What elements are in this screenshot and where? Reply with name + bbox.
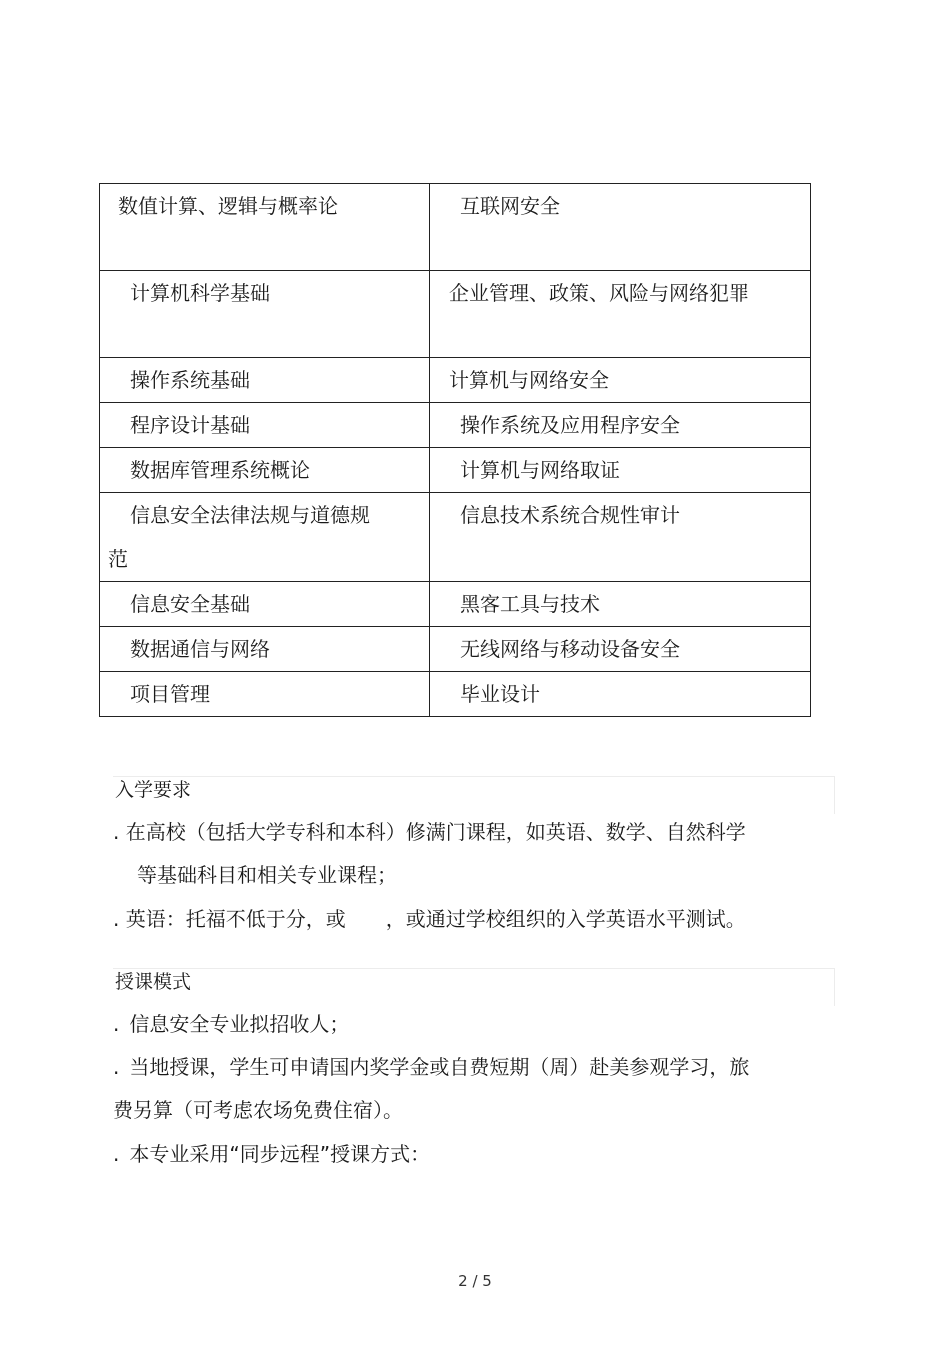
course-right: 互联网安全 <box>460 194 560 218</box>
teaching-item-3: . 本专业采用“同步远程”授课方式： <box>113 1142 431 1166</box>
table-row <box>100 627 811 672</box>
table-row <box>100 184 811 271</box>
teaching-item-2-continued: 费另算（可考虑农场免费住宿）。 <box>113 1098 403 1122</box>
course-right: 毕业设计 <box>460 682 540 706</box>
course-left-continued: 范 <box>108 547 128 571</box>
course-left: 数据库管理系统概论 <box>130 458 310 482</box>
course-right: 企业管理、政策、风险与网络犯罪 <box>449 281 749 305</box>
course-left: 数值计算、逻辑与概率论 <box>118 194 338 218</box>
course-left: 数据通信与网络 <box>130 637 270 661</box>
table-row <box>100 358 811 403</box>
course-left: 操作系统基础 <box>130 368 250 392</box>
course-table <box>99 183 811 717</box>
page-number: 2 / 5 <box>458 1272 492 1290</box>
course-right: 计算机与网络安全 <box>449 368 609 392</box>
course-left: 项目管理 <box>130 682 210 706</box>
teaching-item-1: . 信息安全专业拟招收人； <box>113 1012 350 1036</box>
table-row <box>100 493 811 582</box>
course-right: 黑客工具与技术 <box>460 592 600 616</box>
course-left: 信息安全法律法规与道德规 <box>130 503 370 527</box>
teaching-heading: 授课模式 <box>113 968 835 1006</box>
table-row <box>100 582 811 627</box>
admission-item-2: . 英语：托福不低于分，或 ，或通过学校组织的入学英语水平测试。 <box>113 907 746 931</box>
course-left: 程序设计基础 <box>130 413 250 437</box>
course-right: 操作系统及应用程序安全 <box>460 413 680 437</box>
table-row <box>100 271 811 358</box>
admission-heading: 入学要求 <box>113 776 835 814</box>
course-right: 无线网络与移动设备安全 <box>460 637 680 661</box>
teaching-item-2: . 当地授课，学生可申请国内奖学金或自费短期（周）赴美参观学习，旅 <box>113 1055 750 1079</box>
course-left: 计算机科学基础 <box>130 281 270 305</box>
course-right: 计算机与网络取证 <box>460 458 620 482</box>
course-left: 信息安全基础 <box>130 592 250 616</box>
admission-item-1: . 在高校（包括大学专科和本科）修满门课程，如英语、数学、自然科学 <box>113 820 746 844</box>
table-row <box>100 672 811 717</box>
course-right: 信息技术系统合规性审计 <box>460 503 680 527</box>
admission-item-1-continued: 等基础科目和相关专业课程； <box>137 863 397 887</box>
table-row <box>100 403 811 448</box>
table-row <box>100 448 811 493</box>
